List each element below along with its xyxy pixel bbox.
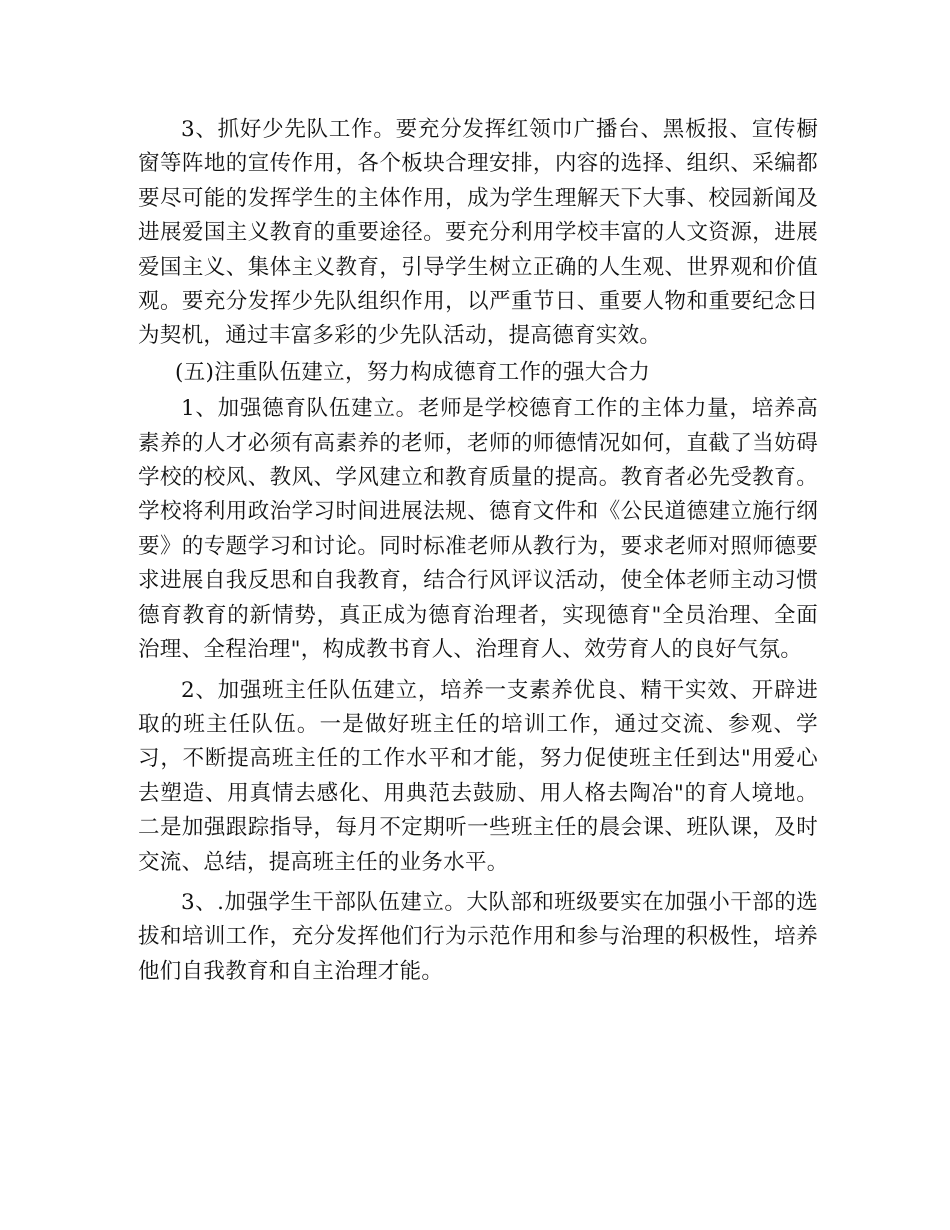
paragraph-moral-education-team: 1、加强德育队伍建立。老师是学校德育工作的主体力量，培养高素养的人才必须有高素养的老师，老师的师德情况如何，直截了当妨碍学校的校风、教风、学风建立和教育质量的提高。教育者必先受教育。学校将利用政治学习时间进展法规、德育文件和《公民道德建立施行纲要》的专题学习和讨论。同时标准老师从教行为，要求老师对照师德要求进展自我反思和自我教育，结合行风评议活动，使全体老师主动习惯德育教育的新情势，真正成为德育治理者，实现德育"全员治理、全面治理、全程治理"，构成教书育人、治理育人、效劳育人的良好气氛。 xyxy=(138,396,818,663)
document-body xyxy=(138,113,818,989)
paragraph-student-cadre-team: 3、.加强学生干部队伍建立。大队部和班级要实在加强小干部的选拔和培训工作，充分发挥他们行为示范作用和参与治理的积极性，培养他们自我教育和自主治理才能。 xyxy=(138,889,818,984)
paragraph-head-teacher-team: 2、加强班主任队伍建立，培养一支素养优良、精干实效、开辟进取的班主任队伍。一是做好班主任的培训工作，通过交流、参观、学习，不断提高班主任的工作水平和才能，努力促使班主任到达"用爱心去塑造、用真情去感化、用典范去鼓励、用人格去陶冶"的育人境地。二是加强跟踪指导，每月不定期听一些班主任的晨会课、班队课，及时交流、总结，提高班主任的业务水平。 xyxy=(138,677,818,875)
paragraph-young-pioneers: 3、抓好少先队工作。要充分发挥红领巾广播台、黑板报、宣传橱窗等阵地的宣传作用，各个板块合理安排，内容的选择、组织、采编都要尽可能的发挥学生的主体作用，成为学生理解天下大事、校园新闻及进展爱国主义教育的重要途径。要充分利用学校丰富的人文资源，进展爱国主义、集体主义教育，引导学生树立正确的人生观、世界观和价值观。要充分发挥少先队组织作用，以严重节日、重要人物和重要纪念日为契机，通过丰富多彩的少先队活动，提高德育实效。 xyxy=(138,117,818,349)
section-heading-team-building: (五)注重队伍建立，努力构成德育工作的强大合力 xyxy=(175,359,651,385)
